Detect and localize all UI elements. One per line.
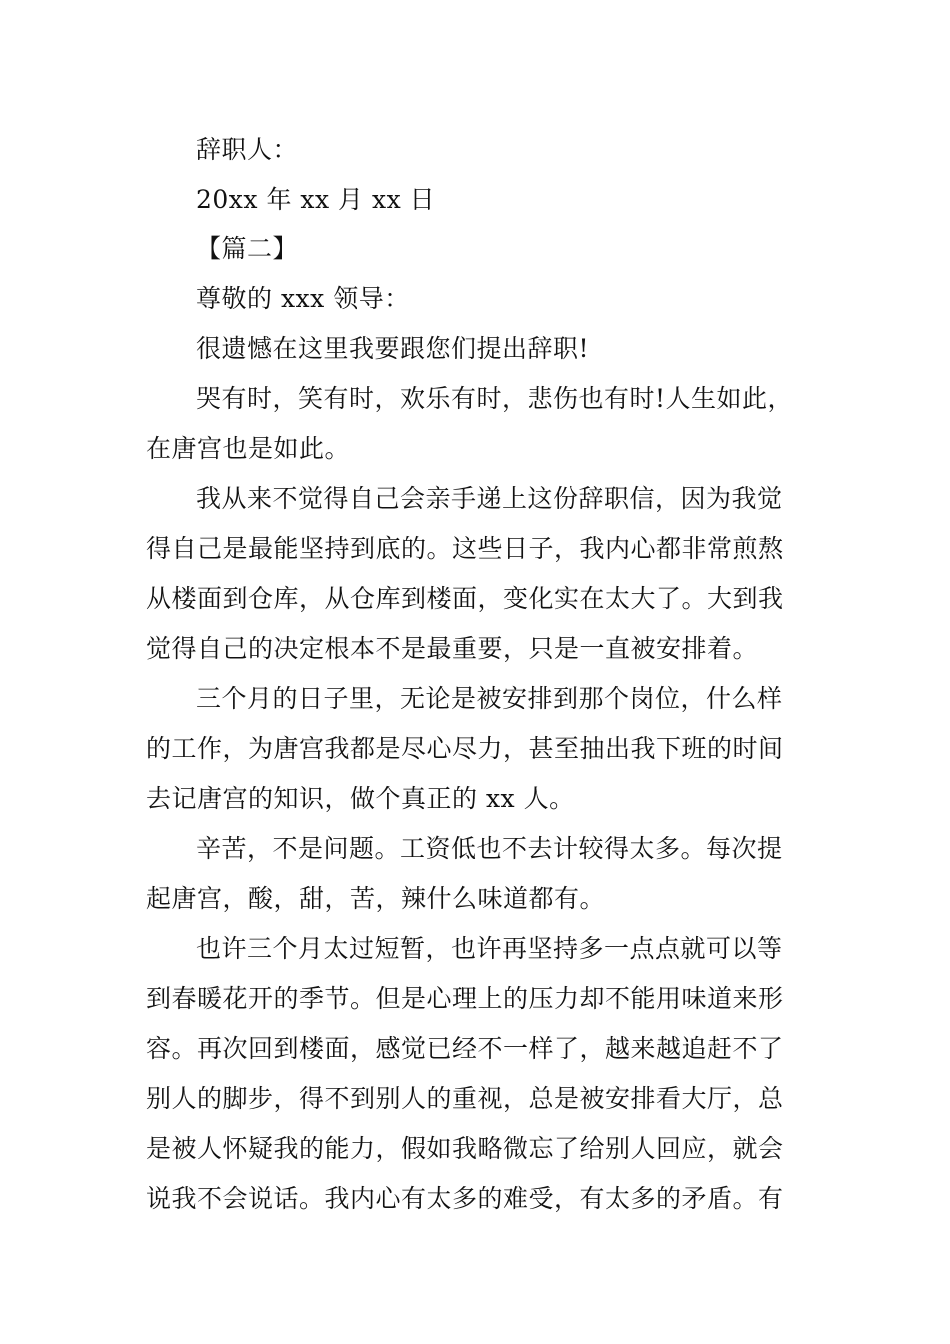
paragraph-line: 到春暖花开的季节。但是心理上的压力却不能用味道来形 <box>146 984 784 1013</box>
paragraph-line: 我从来不觉得自己会亲手递上这份辞职信，因为我觉 <box>196 484 783 513</box>
paragraph-line: 在唐宫也是如此。 <box>146 434 351 463</box>
paragraph-line: 觉得自己的决定根本不是最重要，只是一直被安排着。 <box>146 634 759 663</box>
date-line: 20xx 年 xx 月 xx 日 <box>196 185 436 214</box>
paragraph-line: 三个月的日子里，无论是被安排到那个岗位，什么样 <box>196 684 783 713</box>
paragraph-line: 说我不会说话。我内心有太多的难受，有太多的矛盾。有 <box>146 1184 784 1213</box>
paragraph-line: 辛苦，不是问题。工资低也不去计较得太多。每次提 <box>196 834 783 863</box>
paragraph-line: 也许三个月太过短暂，也许再坚持多一点点就可以等 <box>196 934 783 963</box>
paragraph-line: 容。再次回到楼面，感觉已经不一样了，越来越追赶不了 <box>146 1034 784 1063</box>
paragraph-line: 得自己是最能坚持到底的。这些日子，我内心都非常煎熬 <box>146 534 784 563</box>
paragraph-line: 是被人怀疑我的能力，假如我略微忘了给别人回应，就会 <box>146 1134 784 1163</box>
signature-label: 辞职人： <box>196 135 299 164</box>
paragraph-line: 的工作，为唐宫我都是尽心尽力，甚至抽出我下班的时间 <box>146 734 784 763</box>
paragraph-line: 很遗憾在这里我要跟您们提出辞职! <box>196 334 590 363</box>
paragraph-line: 哭有时，笑有时，欢乐有时，悲伤也有时!人生如此， <box>196 384 794 413</box>
paragraph-line: 去记唐宫的知识，做个真正的 xx 人。 <box>146 784 575 813</box>
paragraph-line: 从楼面到仓库，从仓库到楼面，变化实在太大了。大到我 <box>146 584 784 613</box>
salutation: 尊敬的 xxx 领导： <box>196 284 410 313</box>
section-heading: 【篇二】 <box>196 234 299 263</box>
paragraph-line: 起唐宫，酸，甜，苦，辣什么味道都有。 <box>146 884 606 913</box>
paragraph-line: 别人的脚步，得不到别人的重视，总是被安排看大厅，总 <box>146 1084 784 1113</box>
